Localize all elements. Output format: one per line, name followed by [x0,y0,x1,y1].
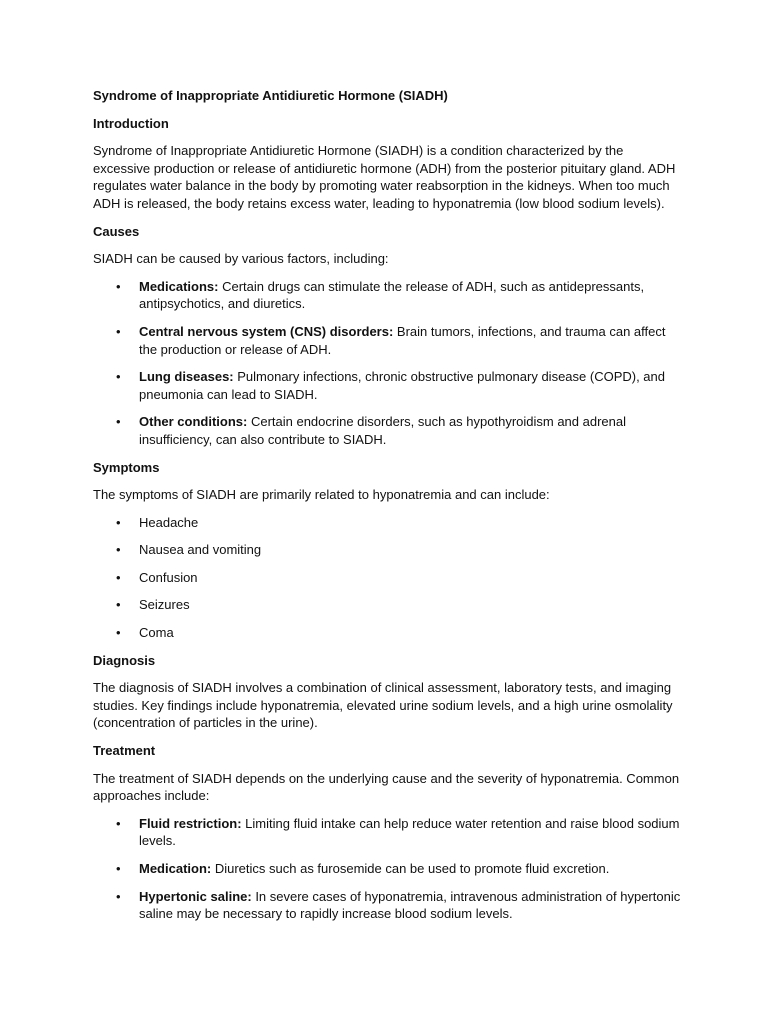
treatment-list [93,815,683,923]
symptoms-list [93,514,683,642]
list-item-text: Certain drugs can stimulate the release of ADH, such as antidepressants, antipsychotics, and diuretics. [139,278,645,312]
treatment-intro: The treatment of SIADH depends on the underlying cause and the severity of hyponatremia. Common approaches include: [93,770,680,804]
bullet-icon: • [116,514,121,530]
bullet-icon: • [116,597,121,613]
list-item [93,624,683,642]
causes-heading: Causes [93,223,140,239]
bullet-icon: • [116,323,121,339]
list-item [93,569,683,587]
list-item [93,323,683,358]
list-item [93,278,683,313]
list-item-term: Hypertonic saline: [139,888,252,904]
bullet-icon: • [116,542,121,558]
bullet-icon: • [116,625,121,641]
introduction-heading: Introduction [93,115,169,131]
list-item-text: In severe cases of hyponatremia, intravenous administration of hypertonic saline may be necessary to rapidly increase blood sodium levels. [139,888,681,922]
list-item [93,514,683,532]
list-item-term: Medication: [139,861,212,876]
causes-list [93,278,683,449]
list-item [93,541,683,559]
bullet-icon: • [116,369,121,385]
introduction-paragraph: Syndrome of Inappropriate Antidiuretic Hormone (SIADH) is a condition characterized by the excessive production or release of antidiuretic hormone (ADH) from the posterior pituitary gland. ADH regulates water balance in the body by promoting water reabsorption in the kidneys. When too much ADH is released, the body retains excess water, leading to hyponatremia (low blood sodium levels). [93,143,676,211]
list-item-text: Coma [139,625,174,641]
list-item [93,596,683,614]
list-item-text: Limiting fluid intake can help reduce water retention and raise blood sodium levels. [139,815,680,849]
bullet-icon: • [116,888,121,904]
list-item-text: Confusion [139,569,198,585]
list-item [93,368,683,403]
list-item [93,815,683,850]
list-item-term: Other conditions: [139,414,248,430]
list-item [93,888,683,923]
list-item [93,413,683,448]
list-item-text: Diuretics such as furosemide can be used to promote fluid excretion. [211,861,610,876]
list-item-term: Fluid restriction: [139,815,242,831]
list-item-text: Pulmonary infections, chronic obstructive pulmonary disease (COPD), and pneumonia can lead to SIADH. [139,369,665,402]
symptoms-intro: The symptoms of SIADH are primarily related to hyponatremia and can include: [93,487,550,503]
bullet-icon: • [116,861,121,876]
list-item-text: Brain tumors, infections, and trauma can affect the production or release of ADH. [139,323,666,357]
bullet-icon: • [116,569,121,585]
list-item-term: Medications: [139,278,219,294]
bullet-icon: • [116,278,121,294]
list-item [93,860,683,878]
list-item-term: Central nervous system (CNS) disorders: [139,323,394,339]
list-item-text: Seizures [139,597,190,613]
document-page [93,87,683,933]
causes-intro: SIADH can be caused by various factors, including: [93,251,389,267]
list-item-term: Lung diseases: [139,369,234,385]
bullet-icon: • [116,815,121,831]
treatment-heading: Treatment [93,743,156,759]
symptoms-heading: Symptoms [93,459,160,475]
bullet-icon: • [116,414,121,430]
diagnosis-paragraph: The diagnosis of SIADH involves a combination of clinical assessment, laboratory tests, and imaging studies. Key findings include hyponatremia, elevated urine sodium levels, and a high urine osmolality (concentration of particles in the urine). [93,680,673,731]
diagnosis-heading: Diagnosis [93,652,156,668]
list-item-text: Certain endocrine disorders, such as hypothyroidism and adrenal insufficiency, can also contribute to SIADH. [139,414,626,447]
list-item-text: Nausea and vomiting [139,542,262,558]
document-title: Syndrome of Inappropriate Antidiuretic Hormone (SIADH) [93,88,448,103]
list-item-text: Headache [139,514,199,530]
